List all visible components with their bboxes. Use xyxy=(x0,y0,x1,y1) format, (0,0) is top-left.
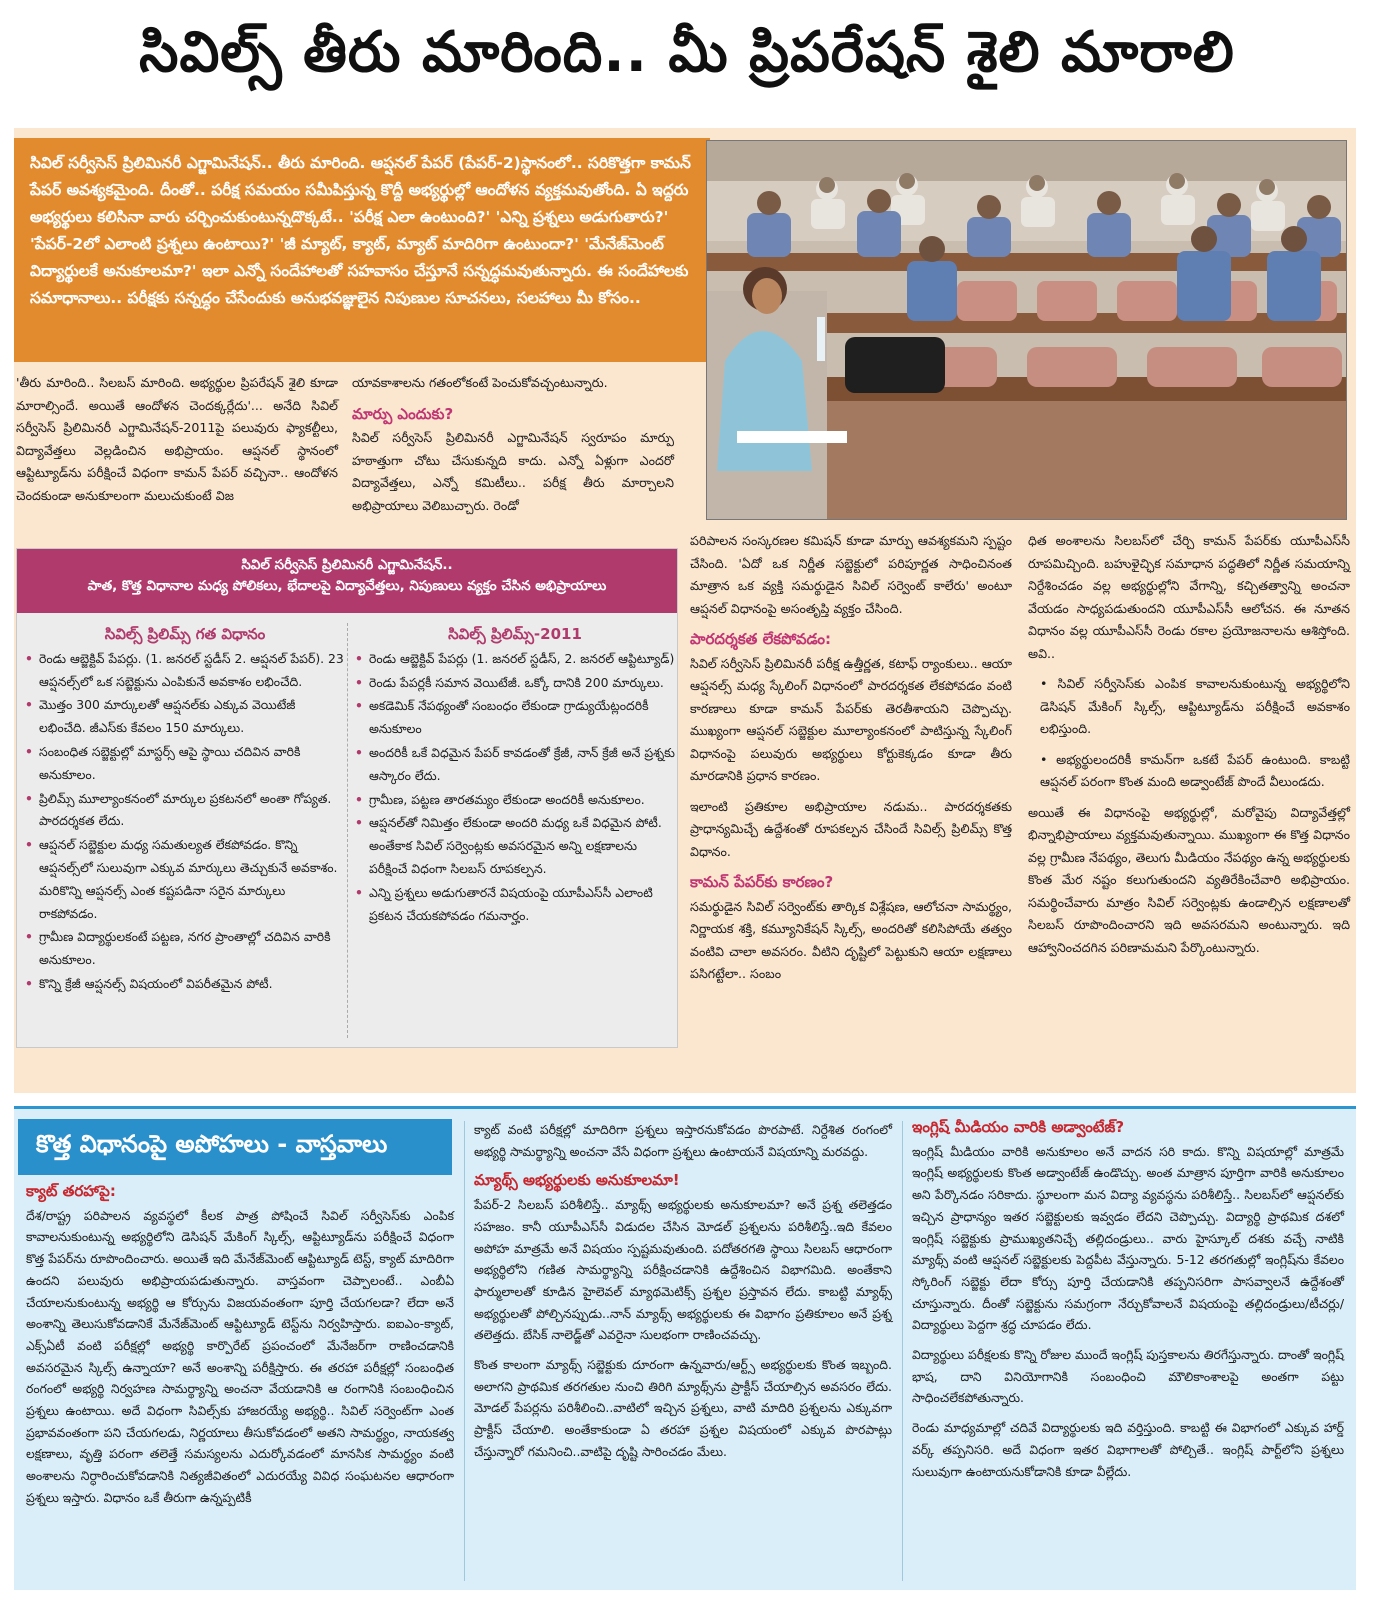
myths-facts-section xyxy=(14,1106,1356,1590)
bottom-column-2-text-1: క్యాట్ వంటి పరీక్షల్లో మాదిరిగా ప్రశ్నలు ఇస్తారనుకోవడం పొరపాటే. నిర్దేశిత రంగంలో అభ్యర్థి సామర్థ్యాన్ని అంచనా వేసే విధంగా ప్రశ్నలు ఉంటాయనే విషయాన్ని మరవద్దు. xyxy=(474,1122,892,1159)
list-item: • సంబంధిత సబ్జెక్టుల్లో మాస్టర్స్ ఆపై స్థాయి చదివిన వారికి అనుకూలం. xyxy=(25,741,345,787)
section-heading-english-medium: ఇంగ్లిష్ మీడియం వారికి అడ్వాంటేజ్? xyxy=(912,1118,1125,1136)
new-system-list xyxy=(355,648,675,928)
article-top-section xyxy=(14,128,1356,1093)
column-1-text: 'తీరు మారింది.. సిలబస్ మారింది. అభ్యర్థుల ప్రిపరేషన్ శైలి కూడా మారాల్సిందే. అయితే ఆందోళన చెందక్కర్లేదు'... అనేది సివిల్ సర్వీసెస్ ప్రిలిమినరీ ఎగ్జామినేషన్-2011పై పలువురు ఫ్యాకల్టీలు, విద్యావేత్తలు వెల్లడించిన అభిప్రాయం. ఆప్షనల్ స్థానంలో ఆప్టిట్యూడ్‌ను పరీక్షించే విధంగా కామన్ పేపర్ వచ్చినా.. ఆందోళన చెందకుండా అనుకూలంగా మలుచుకుంటే విజ xyxy=(16,375,338,503)
article-column-2 xyxy=(352,372,674,525)
list-item: • రెండు ఆబ్జెక్టివ్ పేపర్లు. (1. జనరల్ స్టడీస్ 2. ఆప్షనల్ పేపర్). 23 ఆప్షనల్స్‌లో ఒక సబ్జెక్టును ఎంపికునే అవకాశం లభించేది. xyxy=(25,648,345,694)
comparison-box-title: సివిల్ సర్వీసెస్ ప్రిలిమినరీ ఎగ్జామినేషన్.. xyxy=(241,557,453,573)
old-system-list xyxy=(25,648,345,996)
column-rule xyxy=(464,1121,465,1581)
article-column-4 xyxy=(1028,530,1350,967)
classroom-photo xyxy=(706,140,1347,520)
intro-paragraph: సివిల్ సర్వీసెస్ ప్రిలిమినరీ ఎగ్జామినేషన్.. తీరు మారింది. ఆప్షనల్ పేపర్ (పేపర్-2)స్థానంలో.. సరికొత్తగా కామన్ పేపర్ అవశ్యకమైంది. దీంతో.. పరీక్ష సమయం సమీపిస్తున్న కొద్దీ అభ్యర్థుల్లో ఆందోళన వ్యక్తమవుతోంది. ఏ ఇద్దరు అభ్యర్థులు కలిసినా వారు చర్చించుకుంటున్నదొక్కటే.. 'పరీక్ష ఎలా ఉంటుంది?' 'ఎన్ని ప్రశ్నలు అడుగుతారు?' 'పేపర్-2లో ఎలాంటి ప్రశ్నలు ఉంటాయి?' 'జీ మ్యాట్, క్యాట్, మ్యాట్ మాదిరిగా ఉంటుందా?' 'మేనేజ్‌మెంట్ విద్యార్థులకే అనుకూలమా?' ఇలా ఎన్నో సందేహాలతో సహవాసం చేస్తూనే సన్నద్ధమవుతున్నారు. ఈ సందేహాలకు సమాధానాలు.. పరీక్షకు సన్నద్ధం చేసేందుకు అనుభవజ్ఞులైన నిపుణుల సూచనలు, సలహాలు మీ కోసం.. xyxy=(14,138,710,362)
column-3-text-3: ఇలాంటి ప్రతికూల అభిప్రాయాల నడుమ.. పారదర్శకతకు ప్రాధాన్యమిచ్చే ఉద్దేశంతో రూపకల్పన చేసిందే సివిల్స్ ప్రిలిమ్స్ కొత్త విధానం. xyxy=(690,798,1012,859)
comparison-box-subtitle: పాత, కొత్త విధానాల మధ్య పోలికలు, భేదాలపై విద్యావేత్తలు, నిపుణులు వ్యక్తం చేసిన అభిప్రాయాలు xyxy=(87,578,607,594)
column-2-text-2: సివిల్ సర్వీసెస్ ప్రిలిమినరీ ఎగ్జామినేషన్ స్వరూపం మార్పు హఠాత్తుగా చోటు చేసుకున్నది కాదు. ఎన్నో ఏళ్లుగా ఎందరో విద్యావేత్తలు, ఎన్నో కమిటీలు.. పరీక్ష తీరు మార్చాలని అభిప్రాయాలు వెలిబుచ్చారు. రెండో xyxy=(352,430,674,513)
bottom-column-3-text-2: విద్యార్థులు పరీక్షలకు కొన్ని రోజుల ముందే ఇంగ్లిష్ పుస్తకాలను తిరగేస్తున్నారు. దాంతో ఇంగ్లిష్ భాష, దాని వినియోగానికి సంబంధించి మౌలికాంశాలపై అంతగా పట్టు సాధించలేకపోతున్నారు. xyxy=(912,1347,1344,1406)
bottom-column-3-text-3: రెండు మాధ్యమాల్లో చదివే విద్యార్థులకు ఇది వర్తిస్తుంది. కాబట్టి ఈ విభాగంలో ఎక్కువ హార్డ్ వర్క్ తప్పనిసరి. అదే విధంగా ఇతర విభాగాలతో పోల్చితే.. ఇంగ్లిష్ పార్ట్‌లోని ప్రశ్నలు సులువుగా ఉంటాయనుకోడానికి కూడా వీల్లేదు. xyxy=(912,1420,1344,1479)
section-heading-cat: క్యాట్ తరహాపై: xyxy=(26,1182,116,1200)
bullet-text: అభ్యర్థులందరికీ కామన్‌గా ఒకటే పేపర్ ఉంటుంది. కాబట్టి ఆప్షనల్ పరంగా కొంత మంది అడ్వాంటేజ్ పొందే వీలుండదు. xyxy=(1040,751,1351,789)
comparison-box-header xyxy=(17,549,677,613)
headline: సివిల్స్ తీరు మారింది.. మీ ప్రిపరేషన్ శైలి మారాలి xyxy=(139,19,1235,85)
list-item: • ఆప్షనల్‌తో నిమిత్తం లేకుండా అందరి మధ్య ఒకే విధమైన పోటీ. అంతేకాక సివిల్ సర్వెంట్లకు అవసరమైన అన్ని లక్షణాలను పరీక్షించే విధంగా సిలబస్ రూపకల్పన. xyxy=(355,812,675,880)
list-item: • ప్రిలిమ్స్ మూల్యాంకనంలో మార్కుల ప్రకటనలో అంతా గోప్యత. పారదర్శకత లేదు. xyxy=(25,788,345,834)
bullet-text: సివిల్ సర్వీసెస్‌కు ఎంపిక కావాలనుకుంటున్న అభ్యర్థిలోని డెసిషన్ మేకింగ్ స్కిల్స్, ఆప్టిట్యూడ్‌ను పరీక్షించే అవకాశం లభిస్తుంది. xyxy=(1040,676,1350,736)
comparison-divider xyxy=(347,623,348,1038)
bottom-column-2 xyxy=(474,1119,892,1471)
bottom-column-1 xyxy=(26,1181,454,1517)
article-column-1 xyxy=(16,372,338,515)
list-item: • గ్రామీణ, పట్టణ తారతమ్యం లేకుండా అందరికీ అనుకూలం. xyxy=(355,789,675,812)
list-item: • ఎన్ని ప్రశ్నలు అడుగుతారనే విషయంపై యూపీఎస్‌సీ ఎలాంటి ప్రకటన చేయకపోవడం గమనార్హం. xyxy=(355,882,675,928)
list-item: • మొత్తం 300 మార్కులతో ఆప్షనల్‌కు ఎక్కువ వెయిటేజీ లభించేది. జీఎస్‌కు కేవలం 150 మార్కులు. xyxy=(25,694,345,740)
section-heading-maths: మ్యాథ్స్ అభ్యర్థులకు అనుకూలమా! xyxy=(474,1171,680,1190)
section-heading-transparency: పారదర్శకత లేకపోవడం: xyxy=(690,630,831,648)
list-item: • రెండు ఆబ్జెక్టివ్ పేపర్లు (1. జనరల్ స్టడీస్, 2. జనరల్ ఆప్టిట్యూడ్) xyxy=(355,648,675,671)
bottom-column-3 xyxy=(912,1109,1344,1490)
list-item: • గ్రామీణ విద్యార్థులకంటే పట్టణ, నగర ప్రాంతాల్లో చదివిన వారికి అనుకూలం. xyxy=(25,926,345,972)
column-2-text-1: యావకాశాలను గతంలోకంటే పెంచుకోవచ్చంటున్నారు. xyxy=(352,375,608,390)
column-4-bullet-2: • అభ్యర్థులందరికీ కామన్‌గా ఒకటే పేపర్ ఉంటుంది. కాబట్టి ఆప్షనల్ పరంగా కొంత మంది అడ్వాంటేజ్ పొందే వీలుండదు. xyxy=(1040,751,1351,789)
list-item: • రెండు పేపర్లకీ సమాన వెయిటేజీ. ఒక్కో దానికి 200 మార్కులు. xyxy=(355,672,675,695)
list-item: • అకడెమిక్ నేపథ్యంతో సంబంధం లేకుండా గ్రాడ్యుయేట్లందరికీ అనుకూలం xyxy=(355,695,675,741)
column-rule xyxy=(902,1121,903,1581)
list-item: • కొన్ని క్రేజీ ఆప్షనల్స్ విషయంలో విపరీతమైన పోటీ. xyxy=(25,973,345,996)
column-4-text-1: ధిత అంశాలను సిలబస్‌లో చేర్చి కామన్ పేపర్‌కు యూపీఎస్‌సీ రూపమిచ్చింది. బహుళైచ్ఛిక సమాధాన పద్ధతిలో నిర్ణీత సమయాన్ని నిర్దేశించడం వల్ల అభ్యర్థుల్లోని వేగాన్ని, కచ్చితత్వాన్ని అంచనా వేయడం సాధ్యపడుతుందని యూపీఎస్‌సీ ఆలోచన. ఈ నూతన విధానం వల్ల యూపీఎస్‌సీ రెండు రకాల ప్రయోజనాలను ఆశిస్తోంది. అవి.. xyxy=(1028,533,1350,661)
column-3-text-2: సివిల్ సర్వీసెస్ ప్రిలిమినరీ పరీక్ష ఉత్తీర్ణత, కటాఫ్ ర్యాంకులు.. ఆయా ఆప్షనల్స్ మధ్య స్కేలింగ్ విధానంలో పారదర్శకత లేకపోవడం వంటి కారణాలు కూడా కామన్ పేపర్‌కు తెరతీశాయని చెప్పొచ్చు. ముఖ్యంగా ఆప్షనల్ సబ్జెక్టుల మూల్యాంకనంలో పాటిస్తున్న స్కేలింగ్ విధానంపై పలువురు అభ్యర్థులు కోర్టుకెక్కడం కూడా తీరు మారడానికి ప్రధాన కారణం. xyxy=(690,655,1012,783)
bottom-column-2-text-3: కొంత కాలంగా మ్యాథ్స్ సబ్జెక్టుకు దూరంగా ఉన్నవారు/ఆర్ట్స్ అభ్యర్థులకు కొంత ఇబ్బంది. అలాగని ప్రాథమిక తరగతుల నుంచి తిరిగి మ్యాథ్స్‌ను ప్రాక్టీస్ చేయాల్సిన అవసరం లేదు. మోడల్ పేపర్లను పరిశీలించి..వాటిలో ఇచ్చిన ప్రశ్నలు, వాటి మాదిరి ప్రశ్నలను ఎక్కువగా ప్రాక్టీస్ చేయాలి. అంతేకాకుండా ఏ తరహా ప్రశ్నల విషయంలో ఎక్కువ పొరపాట్లు చేస్తున్నారో గమనించి..వాటిపై దృష్టి సారించడం మేలు. xyxy=(474,1357,892,1459)
section-heading-common-paper: కామన్ పేపర్‌కు కారణం? xyxy=(690,873,834,891)
comparison-box xyxy=(16,548,678,1048)
column-3-text-4: సమర్థుడైన సివిల్ సర్వెంట్‌కు తార్కిక విశ్లేషణ, ఆలోచనా సామర్థ్యం, నిర్ణాయక శక్తి, కమ్యూనికేషన్ స్కిల్స్, అందరితో కలిసిపోయే తత్వం వంటివి చాలా అవసరం. వీటిని దృష్టిలో పెట్టుకుని ఆయా లక్షణాలు పసిగట్టేలా.. సంబం xyxy=(690,898,1012,981)
column-3-text-1: పరిపాలన సంస్కరణల కమిషన్ కూడా మార్పు ఆవశ్యకమని స్పష్టం చేసింది. 'ఏదో ఒక నిర్ణీత సబ్జెక్టులో పరిపూర్ణత సాధించినంత మాత్రాన ఒక వ్యక్తి సమర్థుడైన సివిల్ సర్వెంట్ కాలేరు' అంటూ ఆప్షనల్ విధానంపై అసంతృప్తి వ్యక్తం చేసింది. xyxy=(690,533,1012,616)
old-system-title: సివిల్స్ ప్రిలిమ్స్ గత విధానం xyxy=(104,625,266,643)
list-item: • ఆప్షనల్ సబ్జెక్టుల మధ్య సమతుల్యత లేకపోవడం. కొన్ని ఆప్షనల్స్‌లో సులువుగా ఎక్కువ మార్కులు తెచ్చుకునే అవకాశం. మరికొన్ని ఆప్షనల్స్ ఎంత కష్టపడినా సరైన మార్కులు రాకపోవడం. xyxy=(25,834,345,925)
old-system-column xyxy=(25,623,345,997)
bottom-column-2-text-2: పేపర్-2 సిలబస్ పరిశీలిస్తే.. మ్యాథ్స్ అభ్యర్థులకు అనుకూలమా? అనే ప్రశ్న తలెత్తడం సహజం. కానీ యూపీఎస్‌సీ విడుదల చేసిన మోడల్ ప్రశ్నలను పరిశీలిస్తే..ఇది కేవలం అపోహ మాత్రమే అనే విషయం స్పష్టమవుతుంది. పదోతరగతి స్థాయి సిలబస్ ఆధారంగా అభ్యర్థిలోని గణిత సామర్థ్యాన్ని పరీక్షించడానికి ఉద్దేశించిన విభాగమిది. అంతేకాని ఫార్ములాలతో కూడిన హైలెవల్ మ్యాథమెటిక్స్ ప్రశ్నల ప్రస్తావన లేదు. కాబట్టి మ్యాథ్స్ అభ్యర్థులతో పోల్చినప్పుడు..నాన్ మ్యాథ్స్ అభ్యర్థులకు ఈ విభాగం ప్రతికూలం అనే ప్రశ్న తలెత్తదు. బేసిక్ నాలెడ్జ్‌తో ఎవరైనా సులభంగా రాణించవచ్చు. xyxy=(474,1197,892,1343)
list-item: • అందరికీ ఒకే విధమైన పేపర్ కావడంతో క్రేజీ, నాన్ క్రేజీ అనే ప్రశ్నకు ఆస్కారం లేదు. xyxy=(355,742,675,788)
column-4-bullet-1: • సివిల్ సర్వీసెస్‌కు ఎంపిక కావాలనుకుంటున్న అభ్యర్థిలోని డెసిషన్ మేకింగ్ స్కిల్స్, ఆప్టిట్యూడ్‌ను పరీక్షించే అవకాశం లభిస్తుంది. xyxy=(1040,676,1350,736)
myths-facts-banner: కొత్త విధానంపై అపోహలు - వాస్తవాలు xyxy=(18,1119,452,1175)
bottom-column-3-text-1: ఇంగ్లిష్ మీడియం వారికి అనుకూలం అనే వాదన సరి కాదు. కొన్ని విషయాల్లో మాత్రమే ఇంగ్లిష్ అభ్యర్థులకు కొంత అడ్వాంటేజ్ ఉండొచ్చు. అంత మాత్రాన పూర్తిగా వారికి అనుకూలం అని పేర్కొనడం సరికాదు. స్థూలంగా మన విద్యా వ్యవస్థను పరిశీలిస్తే.. సిలబస్‌లో ఆప్షనల్‌కు ఇచ్చిన ప్రాధాన్యం ఇతర సబ్జెక్టులకు ఇవ్వడం లేదని చెప్పొచ్చు. విద్యార్థి ప్రాథమిక దశలో ఇంగ్లిష్ సబ్జెక్టుకు ప్రాముఖ్యతనిచ్చే తల్లిదండ్రులు.. వారు హైస్కూల్ దశకు వచ్చే నాటికి మ్యాథ్స్ వంటి ఆప్షనల్ సబ్జెక్టులకు పెద్దపీట వేస్తున్నారు. 5-12 తరగతుల్లో ఇంగ్లిష్‌ను కేవలం స్కోరింగ్ సబ్జెక్టు లేదా కోర్సు పూర్తి చేయడానికి తప్పనిసరిగా పాసవ్వాలనే ఉద్దేశంతో చూస్తున్నారు. దీంతో సబ్జెక్టును సమగ్రంగా నేర్చుకోవాలనే విషయంపై తల్లిదండ్రులు/టీచర్లు/విద్యార్థులు పెద్దగా శ్రద్ధ చూపడం లేదు. xyxy=(912,1143,1344,1333)
column-4-text-2: అయితే ఈ విధానంపై అభ్యర్థుల్లో, మరోవైపు విద్యావేత్తల్లో భిన్నాభిప్రాయాలు వ్యక్తమవుతున్నాయి. ముఖ్యంగా ఈ కొత్త విధానం వల్ల గ్రామీణ నేపథ్యం, తెలుగు మీడియం నేపథ్యం ఉన్న అభ్యర్థులకు కొంత మేర నష్టం కలుగుతుందని వ్యతిరేకించేవారి అభిప్రాయం. సమర్థించేవారు మాత్రం సివిల్ సర్వెంట్లకు ఉండాల్సిన లక్షణాలతో సిలబస్ రూపొందించారని ఇది అవసరమని అంటున్నారు. ఇది ఆహ్వానించదగిన పరిణామమని పేర్కొంటున్నారు. xyxy=(1028,804,1350,955)
section-heading-why-change: మార్పు ఎందుకు? xyxy=(352,404,454,423)
new-system-title: సివిల్స్ ప్రిలిమ్స్-2011 xyxy=(448,625,582,643)
new-system-column xyxy=(355,623,675,928)
article-column-3 xyxy=(690,530,1012,994)
bottom-column-1-text: దేశ/రాష్ట్ర పరిపాలన వ్యవస్థలో కీలక పాత్ర పోషించే సివిల్ సర్వీసెస్‌కు ఎంపిక కావాలనుకుంటున్న అభ్యర్థిలోని డెసిషన్ మేకింగ్ స్కిల్స్, ఆప్టిట్యూడ్‌ను పరీక్షించే విధంగా కొత్త పేపర్‌ను రూపొందించారు. అయితే ఇది మేనేజ్‌మెంట్ ఆప్టిట్యూడ్ టెస్ట్, క్యాట్ మాదిరిగా ఉందని పలువురు అభిప్రాయపడుతున్నారు. వాస్తవంగా చెప్పాలంటే.. ఎంబీఏ చేయాలనుకుంటున్న అభ్యర్థి ఆ కోర్సును విజయవంతంగా పూర్తి చేయగలడా? లేదా అనే అంశాన్ని తెలుసుకోవడానికే మేనేజ్‌మెంట్ ఆప్టిట్యూడ్ టెస్ట్‌ను నిర్వహిస్తారు. ఐఐఎం-క్యాట్, ఎక్స్ఏటీ వంటి పరీక్షల్లో అభ్యర్థి కార్పొరేట్ ప్రపంచంలో మేనేజర్‌గా రాణించడానికి అవసరమైన స్కిల్స్ ఉన్నాయా? అనే అంశాన్ని పరీక్షిస్తారు. ఈ తరహా పరీక్షల్లో సంబంధిత రంగంలో అభ్యర్థి నిర్వహణ సామర్థ్యాన్ని అంచనా వేయడానికి ఆ రంగానికి సంబంధించిన ప్రశ్నలు ఉంటాయి. అదే విధంగా సివిల్స్‌కు హాజరయ్యే అభ్యర్థి.. సివిల్ సర్వెంట్‌గా ఎంత ప్రభావవంతంగా పని చేయగలడు, నిర్ణయాలు తీసుకోవడంలో అతని సామర్థ్యం, నాయకత్వ లక్షణాలు, వృత్తి పరంగా తలెత్తే సమస్యలను ఎదుర్కోవడంలో మానసిక సామర్థ్యం వంటి అంశాలను నిర్ధారించుకోవడానికి నిత్యజీవితంలో ఎదురయ్యే వివిధ సంఘటనల ఆధారంగా ప్రశ్నలు ఇస్తారు. విధానం ఒకే తీరుగా ఉన్నప్పటికీ xyxy=(26,1207,454,1505)
